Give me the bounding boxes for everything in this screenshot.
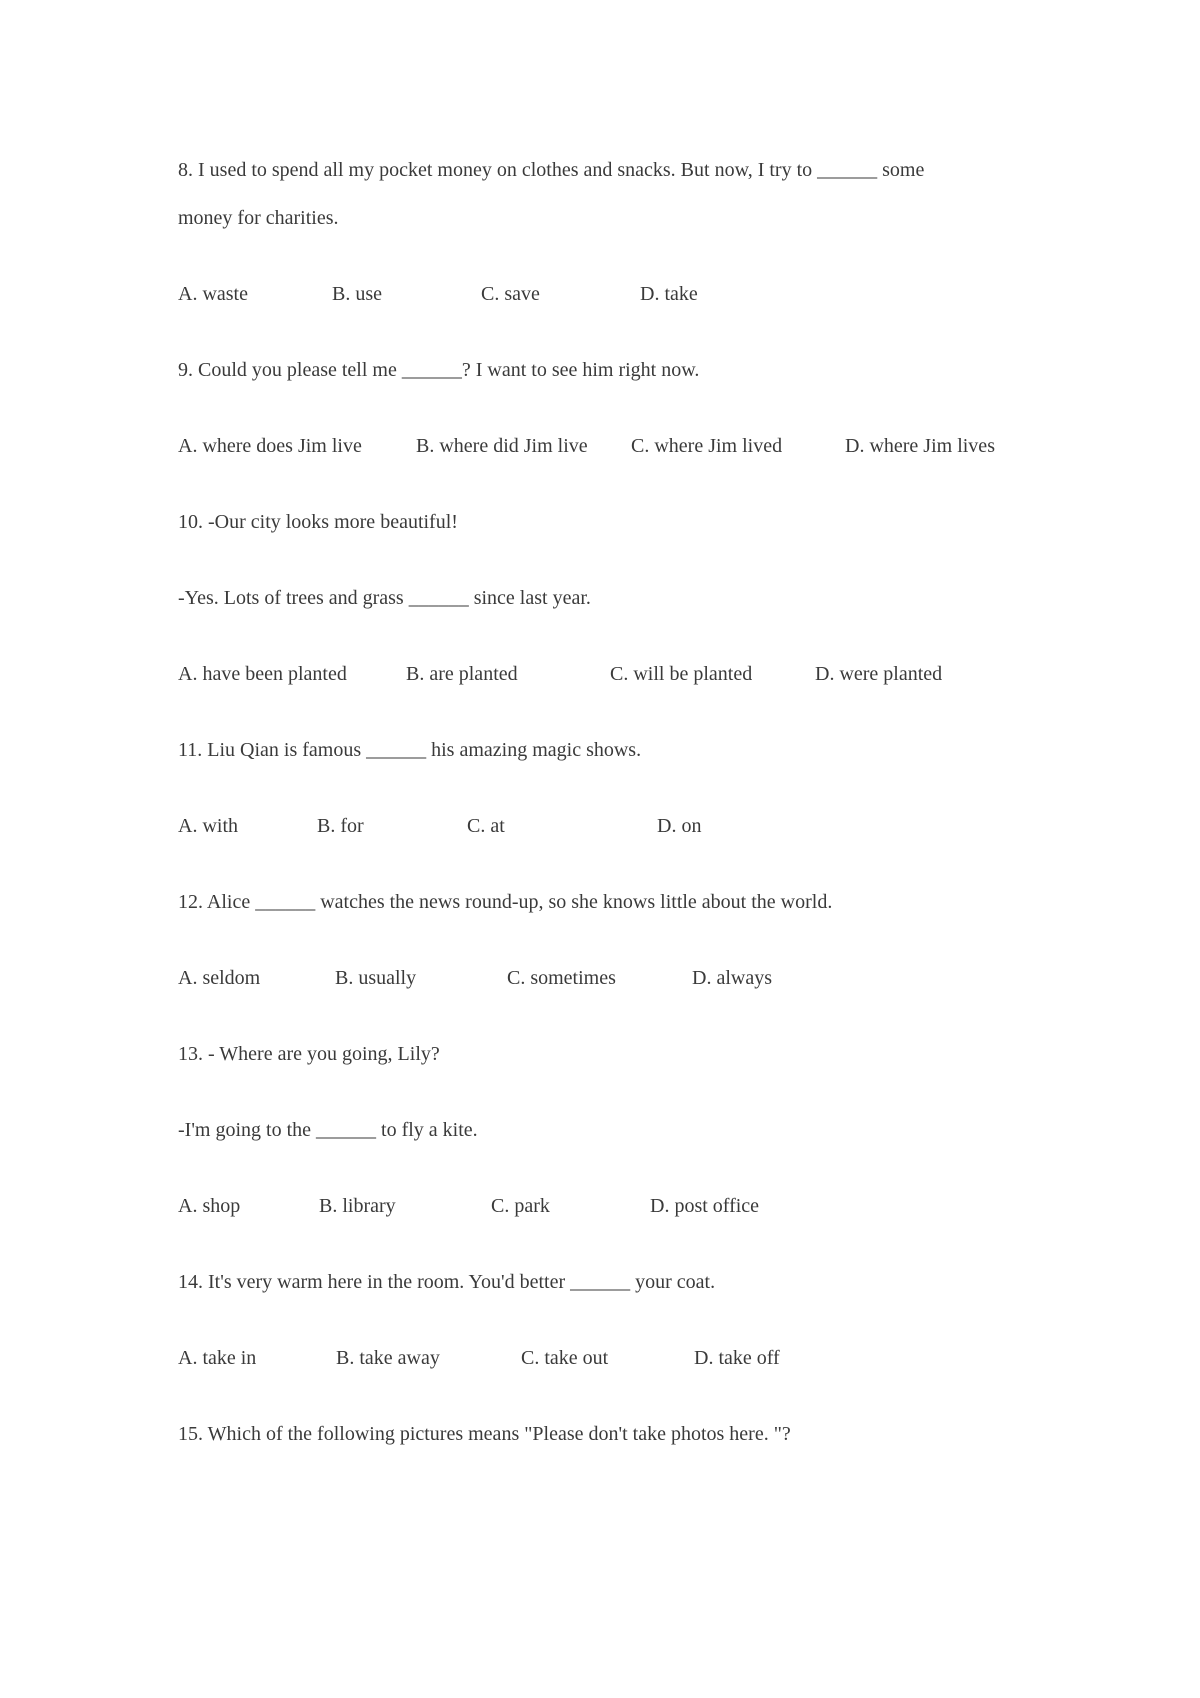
q13-option-b[interactable]: B. library [319, 1195, 396, 1217]
q14-stem: 14. It's very warm here in the room. You'd better ______ your coat. [178, 1271, 716, 1293]
q8-option-d[interactable]: D. take [640, 283, 698, 305]
q12-stem: 12. Alice ______ watches the news round-up, so she knows little about the world. [178, 891, 833, 913]
q12-option-b[interactable]: B. usually [335, 967, 417, 989]
q8-option-b[interactable]: B. use [332, 283, 382, 305]
q9-option-a[interactable]: A. where does Jim live [178, 435, 362, 457]
q11-stem: 11. Liu Qian is famous ______ his amazing magic shows. [178, 739, 642, 761]
q12-option-a[interactable]: A. seldom [178, 967, 261, 989]
q9-stem: 9. Could you please tell me ______? I want to see him right now. [178, 359, 700, 381]
q13-option-d[interactable]: D. post office [650, 1195, 760, 1217]
q8-option-a[interactable]: A. waste [178, 283, 248, 305]
q13-option-c[interactable]: C. park [491, 1195, 550, 1217]
q12-option-d[interactable]: D. always [692, 967, 772, 989]
q14-option-d[interactable]: D. take off [694, 1347, 780, 1369]
q13-stem-line1: 13. - Where are you going, Lily? [178, 1043, 440, 1065]
q10-option-c[interactable]: C. will be planted [610, 663, 753, 685]
q11-option-c[interactable]: C. at [467, 815, 505, 837]
q15-stem: 15. Which of the following pictures means "Please don't take photos here. "? [178, 1423, 791, 1445]
q9-option-c[interactable]: C. where Jim lived [631, 435, 783, 457]
q14-option-c[interactable]: C. take out [521, 1347, 609, 1369]
q10-stem-line2: -Yes. Lots of trees and grass ______ since last year. [178, 587, 591, 609]
q11-option-d[interactable]: D. on [657, 815, 702, 837]
q10-option-d[interactable]: D. were planted [815, 663, 943, 685]
q9-option-b[interactable]: B. where did Jim live [416, 435, 588, 457]
q10-option-b[interactable]: B. are planted [406, 663, 518, 685]
q11-option-b[interactable]: B. for [317, 815, 364, 837]
q14-option-b[interactable]: B. take away [336, 1347, 440, 1369]
q9-option-d[interactable]: D. where Jim lives [845, 435, 995, 457]
q8-stem-line1: 8. I used to spend all my pocket money on clothes and snacks. But now, I try to ______ some [178, 159, 925, 181]
q14-option-a[interactable]: A. take in [178, 1347, 257, 1369]
q8-option-c[interactable]: C. save [481, 283, 540, 305]
q11-option-a[interactable]: A. with [178, 815, 238, 837]
q10-stem-line1: 10. -Our city looks more beautiful! [178, 511, 458, 533]
q13-option-a[interactable]: A. shop [178, 1195, 241, 1217]
q12-option-c[interactable]: C. sometimes [507, 967, 616, 989]
q10-option-a[interactable]: A. have been planted [178, 663, 347, 685]
q13-stem-line2: -I'm going to the ______ to fly a kite. [178, 1119, 478, 1141]
q8-stem-line2: money for charities. [178, 207, 339, 229]
